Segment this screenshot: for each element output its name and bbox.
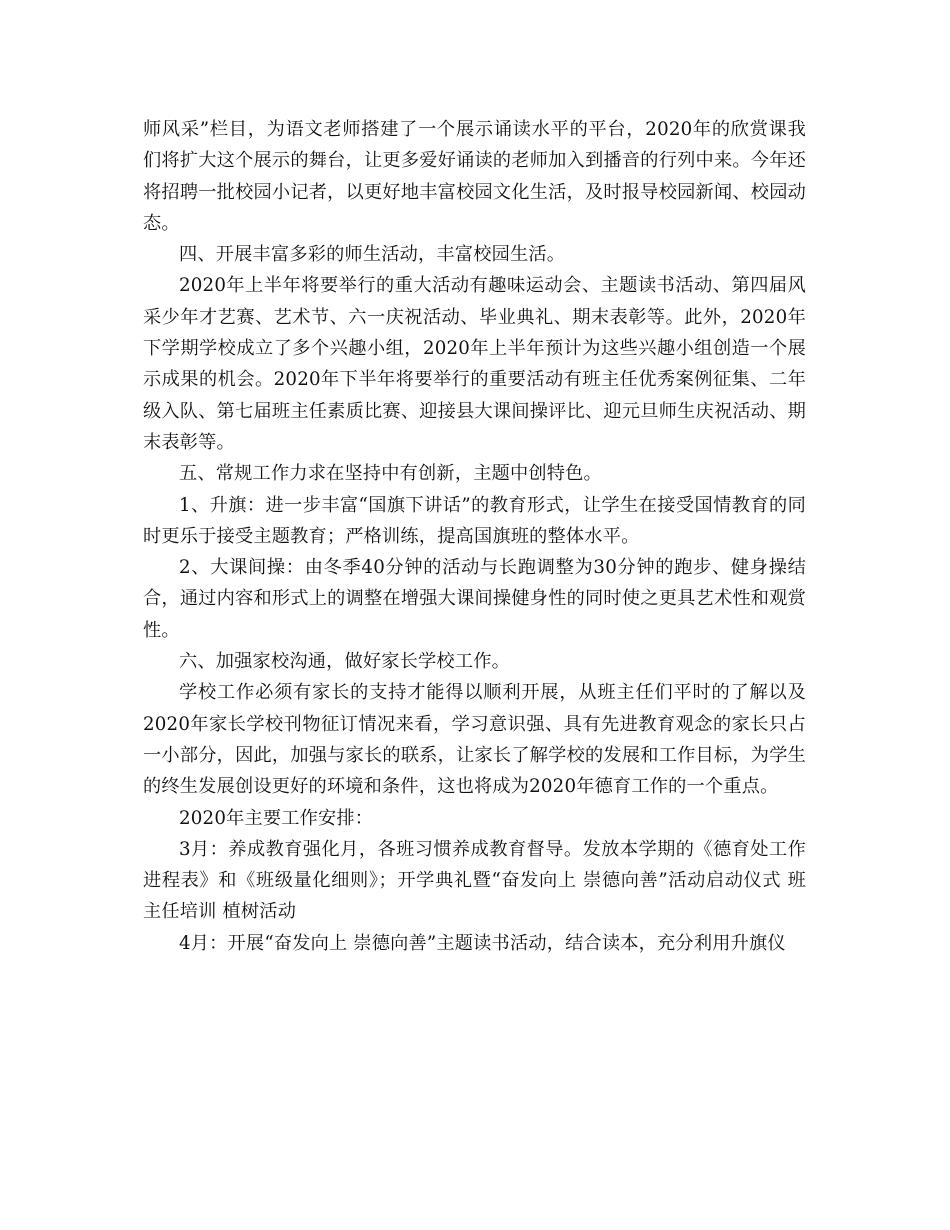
paragraph-flag-raising: 1、升旗：进一步丰富“国旗下讲话”的教育形式，让学生在接受国情教育的同时更乐于接受主题教育；严格训练，提高国旗班的整体水平。 [143, 494, 806, 547]
heading-section-5-routine-work: 五、常规工作力求在坚持中有创新，主题中创特色。 [179, 463, 602, 485]
paragraph-recess-exercise: 2、大课间操：由冬季40分钟的活动与长跑调整为30分钟的跑步、健身操结合，通过内容和形式上的调整在增强大课间操健身性的同时使之更具艺术性和观赏性。 [143, 557, 806, 641]
heading-work-schedule: 2020年主要工作安排： [179, 807, 374, 829]
heading-section-4-activities: 四、开展丰富多彩的师生活动，丰富校园生活。 [179, 244, 566, 266]
document-body [143, 114, 806, 959]
paragraph-continuation-campus-media: 师风采”栏目，为语文老师搭建了一个展示诵读水平的平台，2020年的欣赏课我们将扩大这个展示的舞台，让更多爱好诵读的老师加入到播音的行列中来。今年还将招聘一批校园小记者，以更好地丰富校园文化生活，及时报导校园新闻、校园动态。 [143, 119, 806, 234]
paragraph-parent-school: 学校工作必须有家长的支持才能得以顺利开展，从班主任们平时的了解以及2020年家长学校刊物征订情况来看，学习意识强、具有先进教育观念的家长只占一小部分，因此，加强与家长的联系，让家长了解学校的发展和工作目标，为学生的终生发展创设更好的环境和条件，这也将成为2020年德育工作的一个重点。 [143, 682, 806, 798]
paragraph-activities-2020: 2020年上半年将要举行的重大活动有趣味运动会、主题读书活动、第四届风采少年才艺赛、艺术节、六一庆祝活动、毕业典礼、期末表彰等。此外，2020年下学期学校成立了多个兴趣小组，2020年上半年预计为这些兴趣小组创造一个展示成果的机会。2020年下半年将要举行的重要活动有班主任优秀案例征集、二年级入队、第七届班主任素质比赛、迎接县大课间操评比、迎元旦师生庆祝活动、期末表彰等。 [143, 275, 806, 453]
paragraph-schedule-march: 3月：养成教育强化月，各班习惯养成教育督导。发放本学期的《德育处工作进程表》和《班级量化细则》；开学典礼暨“奋发向上 崇德向善”活动启动仪式 班主任培训 植树活动 [143, 838, 806, 923]
paragraph-schedule-april: 4月：开展“奋发向上 崇德向善”主题读书活动，结合读本，充分利用升旗仪 [179, 932, 786, 954]
heading-section-6-home-school: 六、加强家校沟通，做好家长学校工作。 [179, 651, 510, 673]
